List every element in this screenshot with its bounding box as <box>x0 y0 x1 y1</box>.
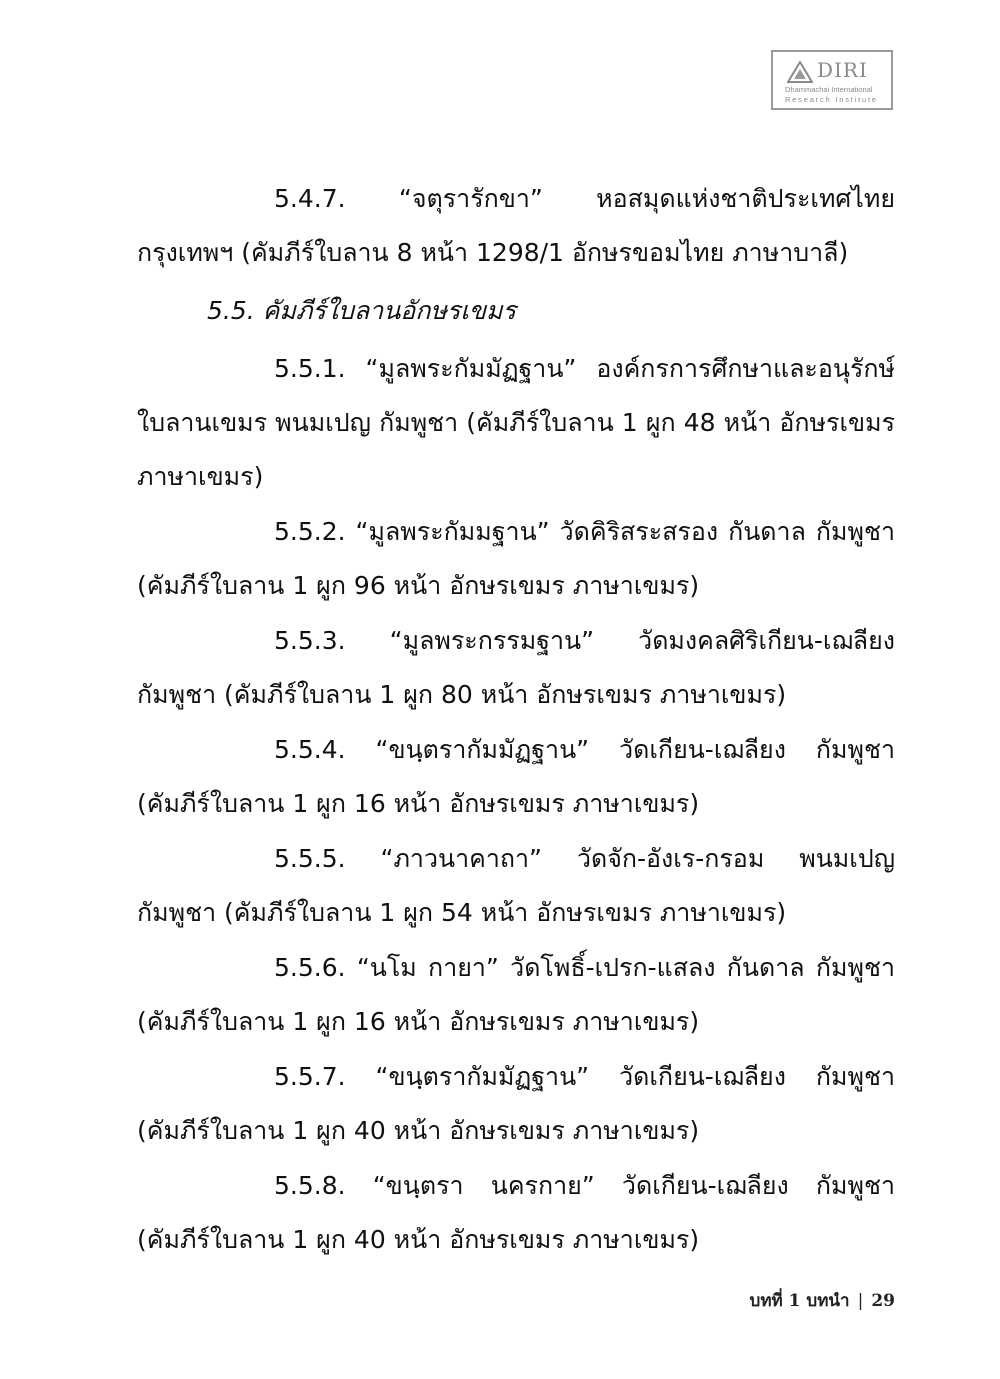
page-number: 29 <box>871 1291 895 1311</box>
entry-5-5-1: 5.5.1. “มูลพระกัมมัฏฐาน” องค์กรการศึกษาและอนุรักษ์ใบลานเขมร พนมเปญ กัมพูชา (คัมภีร์ใบลาน 1 ผูก 48 หน้า อักษรเขมร ภาษาเขมร) <box>137 354 895 491</box>
triangle-emblem-icon <box>787 61 813 83</box>
logo-subtitle-2: Research Institute <box>785 95 878 104</box>
section-heading-5-5: 5.5. คัมภีร์ใบลานอักษรเขมร <box>207 296 516 325</box>
entry-5-5-6: 5.5.6. “นโม กายา” วัดโพธิ์-เปรก-แสลง กันดาล กัมพูชา (คัมภีร์ใบลาน 1 ผูก 16 หน้า อักษรเขมร ภาษาเขมร) <box>137 953 895 1036</box>
entry-5-5-7: 5.5.7. “ขนฺตรากัมมัฏฐาน” วัดเกียน-เฌลียง กัมพูชา (คัมภีร์ใบลาน 1 ผูก 40 หน้า อักษรเขมร ภาษาเขมร) <box>137 1062 895 1145</box>
diri-logo <box>771 50 893 110</box>
page-footer <box>750 1287 895 1314</box>
entry-5-5-3: 5.5.3. “มูลพระกรรมฐาน” วัดมงคลศิริเกียน-เฌลียง กัมพูชา (คัมภีร์ใบลาน 1 ผูก 80 หน้า อักษรเขมร ภาษาเขมร) <box>137 626 895 709</box>
chapter-label: บทที่ 1 บทนำ <box>749 1291 850 1311</box>
footer-separator: | <box>857 1291 864 1311</box>
page-body <box>137 172 895 1268</box>
logo-subtitle-1: Dhammachai International <box>785 85 873 94</box>
entry-5-5-8: 5.5.8. “ขนฺตรา นครกาย” วัดเกียน-เฌลียง กัมพูชา (คัมภีร์ใบลาน 1 ผูก 40 หน้า อักษรเขมร ภาษาเขมร) <box>137 1171 895 1254</box>
entry-5-5-2: 5.5.2. “มูลพระกัมมฐาน” วัดคิริสระสรอง กันดาล กัมพูชา (คัมภีร์ใบลาน 1 ผูก 96 หน้า อักษรเขมร ภาษาเขมร) <box>137 517 895 600</box>
logo-brand: DIRI <box>817 58 868 82</box>
entry-5-5-5: 5.5.5. “ภาวนาคาถา” วัดจัก-อังเร-กรอม พนมเปญ กัมพูชา (คัมภีร์ใบลาน 1 ผูก 54 หน้า อักษรเขมร ภาษาเขมร) <box>137 844 895 927</box>
entry-5-4-7: 5.4.7. “จตุรารักขา” หอสมุดแห่งชาติประเทศไทย กรุงเทพฯ (คัมภีร์ใบลาน 8 หน้า 1298/1 อักษรขอมไทย ภาษาบาลี) <box>137 184 895 267</box>
entry-5-5-4: 5.5.4. “ขนฺตรากัมมัฏฐาน” วัดเกียน-เฌลียง กัมพูชา (คัมภีร์ใบลาน 1 ผูก 16 หน้า อักษรเขมร ภาษาเขมร) <box>137 735 895 818</box>
